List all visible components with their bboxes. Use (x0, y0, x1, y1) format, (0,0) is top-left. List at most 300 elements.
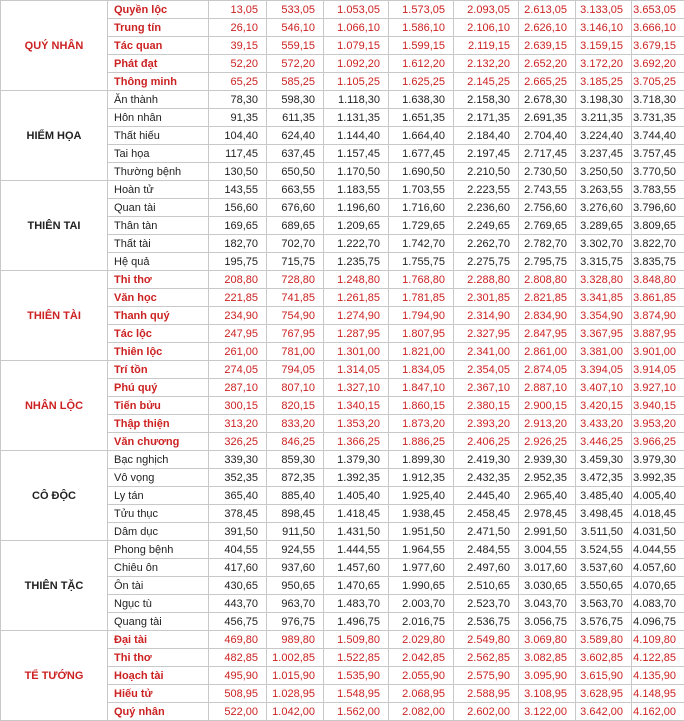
value-cell: 2.197,45 (454, 145, 519, 163)
value-cell: 1.118,30 (324, 91, 389, 109)
value-cell: 2.275,75 (454, 253, 519, 271)
item-name-cell: Tai họa (108, 145, 209, 163)
value-cell: 4.135,90 (632, 667, 684, 685)
value-cell: 572,20 (267, 55, 324, 73)
item-name-cell: Quang tài (108, 613, 209, 631)
value-cell: 1.131,35 (324, 109, 389, 127)
value-cell: 2.730,50 (519, 163, 576, 181)
value-cell: 2.471,50 (454, 523, 519, 541)
value-cell: 3.472,35 (576, 469, 632, 487)
value-cell: 3.394,05 (576, 361, 632, 379)
value-cell: 2.965,40 (519, 487, 576, 505)
value-cell: 2.093,05 (454, 1, 519, 19)
value-cell: 3.914,05 (632, 361, 684, 379)
value-cell: 963,70 (267, 595, 324, 613)
value-cell: 3.744,40 (632, 127, 684, 145)
value-cell: 3.367,95 (576, 325, 632, 343)
value-cell: 2.549,80 (454, 631, 519, 649)
value-cell: 2.082,00 (389, 703, 454, 721)
value-cell: 1.157,45 (324, 145, 389, 163)
value-cell: 767,95 (267, 325, 324, 343)
value-cell: 2.782,70 (519, 235, 576, 253)
value-cell: 754,90 (267, 307, 324, 325)
value-cell: 2.834,90 (519, 307, 576, 325)
value-cell: 3.628,95 (576, 685, 632, 703)
value-cell: 1.028,95 (267, 685, 324, 703)
value-cell: 2.314,90 (454, 307, 519, 325)
value-cell: 1.677,45 (389, 145, 454, 163)
value-cell: 2.991,50 (519, 523, 576, 541)
value-cell: 104,40 (209, 127, 267, 145)
item-name-cell: Thiên lộc (108, 343, 209, 361)
value-cell: 781,00 (267, 343, 324, 361)
value-cell: 2.575,90 (454, 667, 519, 685)
value-cell: 326,25 (209, 433, 267, 451)
value-cell: 3.953,20 (632, 415, 684, 433)
value-cell: 2.419,30 (454, 451, 519, 469)
value-cell: 2.562,85 (454, 649, 519, 667)
value-cell: 1.573,05 (389, 1, 454, 19)
value-cell: 2.926,25 (519, 433, 576, 451)
value-cell: 65,25 (209, 73, 267, 91)
value-cell: 807,10 (267, 379, 324, 397)
value-cell: 1.794,90 (389, 307, 454, 325)
value-cell: 2.652,20 (519, 55, 576, 73)
value-cell: 715,75 (267, 253, 324, 271)
group-label: CÔ ĐỘC (1, 451, 108, 541)
value-cell: 937,60 (267, 559, 324, 577)
value-cell: 4.096,75 (632, 613, 684, 631)
value-cell: 689,65 (267, 217, 324, 235)
value-cell: 2.223,55 (454, 181, 519, 199)
value-cell: 274,05 (209, 361, 267, 379)
value-cell: 4.044,55 (632, 541, 684, 559)
item-name-cell: Trung tín (108, 19, 209, 37)
value-cell: 2.665,25 (519, 73, 576, 91)
value-cell: 1.912,35 (389, 469, 454, 487)
value-cell: 1.807,95 (389, 325, 454, 343)
item-name-cell: Tác quan (108, 37, 209, 55)
value-cell: 3.966,25 (632, 433, 684, 451)
value-cell: 872,35 (267, 469, 324, 487)
value-cell: 1.951,50 (389, 523, 454, 541)
value-cell: 4.122,85 (632, 649, 684, 667)
value-cell: 1.105,25 (324, 73, 389, 91)
value-cell: 3.992,35 (632, 469, 684, 487)
value-cell: 859,30 (267, 451, 324, 469)
value-cell: 1.612,20 (389, 55, 454, 73)
value-cell: 3.718,30 (632, 91, 684, 109)
value-cell: 1.457,60 (324, 559, 389, 577)
value-cell: 1.431,50 (324, 523, 389, 541)
value-cell: 1.002,85 (267, 649, 324, 667)
value-cell: 1.599,15 (389, 37, 454, 55)
value-cell: 2.484,55 (454, 541, 519, 559)
group-label: HIỂM HỌA (1, 91, 108, 181)
value-cell: 4.057,60 (632, 559, 684, 577)
value-cell: 4.148,95 (632, 685, 684, 703)
value-cell: 469,80 (209, 631, 267, 649)
value-cell: 3.276,60 (576, 199, 632, 217)
value-cell: 611,35 (267, 109, 324, 127)
item-name-cell: Hệ quả (108, 253, 209, 271)
value-cell: 1.703,55 (389, 181, 454, 199)
value-cell: 2.016,75 (389, 613, 454, 631)
value-cell: 1.079,15 (324, 37, 389, 55)
value-cell: 885,40 (267, 487, 324, 505)
value-cell: 130,50 (209, 163, 267, 181)
value-cell: 3.731,35 (632, 109, 684, 127)
value-cell: 650,50 (267, 163, 324, 181)
value-cell: 3.901,00 (632, 343, 684, 361)
value-cell: 2.769,65 (519, 217, 576, 235)
value-cell: 91,35 (209, 109, 267, 127)
value-cell: 1.781,85 (389, 289, 454, 307)
item-name-cell: Phú quý (108, 379, 209, 397)
value-cell: 585,25 (267, 73, 324, 91)
value-cell: 287,10 (209, 379, 267, 397)
value-cell: 4.083,70 (632, 595, 684, 613)
value-cell: 482,85 (209, 649, 267, 667)
value-cell: 4.018,45 (632, 505, 684, 523)
value-cell: 3.172,20 (576, 55, 632, 73)
value-cell: 3.485,40 (576, 487, 632, 505)
value-cell: 911,50 (267, 523, 324, 541)
value-cell: 2.756,60 (519, 199, 576, 217)
value-cell: 1.170,50 (324, 163, 389, 181)
value-cell: 3.705,25 (632, 73, 684, 91)
value-cell: 702,70 (267, 235, 324, 253)
value-cell: 247,95 (209, 325, 267, 343)
value-cell: 2.145,25 (454, 73, 519, 91)
value-cell: 2.068,95 (389, 685, 454, 703)
value-cell: 3.861,85 (632, 289, 684, 307)
value-cell: 430,65 (209, 577, 267, 595)
value-cell: 559,15 (267, 37, 324, 55)
item-name-cell: Thi thơ (108, 271, 209, 289)
value-cell: 156,60 (209, 199, 267, 217)
table-row (1, 181, 684, 199)
value-cell: 2.029,80 (389, 631, 454, 649)
item-name-cell: Hôn nhân (108, 109, 209, 127)
value-cell: 3.524,55 (576, 541, 632, 559)
value-cell: 39,15 (209, 37, 267, 55)
item-name-cell: Ăn thành (108, 91, 209, 109)
value-cell: 1.209,65 (324, 217, 389, 235)
value-cell: 3.653,05 (632, 1, 684, 19)
value-cell: 195,75 (209, 253, 267, 271)
value-cell: 2.497,60 (454, 559, 519, 577)
value-cell: 3.887,95 (632, 325, 684, 343)
value-cell: 1.899,30 (389, 451, 454, 469)
value-cell: 728,80 (267, 271, 324, 289)
value-cell: 2.445,40 (454, 487, 519, 505)
value-cell: 391,50 (209, 523, 267, 541)
item-name-cell: Thất hiếu (108, 127, 209, 145)
value-cell: 3.030,65 (519, 577, 576, 595)
value-cell: 1.509,80 (324, 631, 389, 649)
value-cell: 4.031,50 (632, 523, 684, 541)
value-cell: 2.367,10 (454, 379, 519, 397)
value-cell: 182,70 (209, 235, 267, 253)
value-cell: 1.938,45 (389, 505, 454, 523)
value-cell: 2.184,40 (454, 127, 519, 145)
value-cell: 3.017,60 (519, 559, 576, 577)
value-cell: 3.237,45 (576, 145, 632, 163)
value-cell: 1.664,40 (389, 127, 454, 145)
value-cell: 495,90 (209, 667, 267, 685)
value-cell: 3.979,30 (632, 451, 684, 469)
value-cell: 2.913,20 (519, 415, 576, 433)
value-cell: 522,00 (209, 703, 267, 721)
value-cell: 1.392,35 (324, 469, 389, 487)
value-cell: 52,20 (209, 55, 267, 73)
value-cell: 2.327,95 (454, 325, 519, 343)
value-cell: 3.122,00 (519, 703, 576, 721)
value-cell: 3.211,35 (576, 109, 632, 127)
value-cell: 2.536,75 (454, 613, 519, 631)
value-cell: 3.550,65 (576, 577, 632, 595)
value-cell: 1.483,70 (324, 595, 389, 613)
value-cell: 4.005,40 (632, 487, 684, 505)
value-cell: 1.366,25 (324, 433, 389, 451)
value-cell: 2.171,35 (454, 109, 519, 127)
value-cell: 2.288,80 (454, 271, 519, 289)
value-cell: 143,55 (209, 181, 267, 199)
value-cell: 1.586,10 (389, 19, 454, 37)
value-cell: 3.537,60 (576, 559, 632, 577)
group-label: NHÂN LỘC (1, 361, 108, 451)
value-cell: 2.236,60 (454, 199, 519, 217)
value-cell: 1.990,65 (389, 577, 454, 595)
value-cell: 1.625,25 (389, 73, 454, 91)
value-cell: 3.056,75 (519, 613, 576, 631)
value-cell: 3.770,50 (632, 163, 684, 181)
item-name-cell: Quý nhân (108, 703, 209, 721)
value-cell: 3.511,50 (576, 523, 632, 541)
value-cell: 13,05 (209, 1, 267, 19)
value-cell: 2.861,00 (519, 343, 576, 361)
value-cell: 234,90 (209, 307, 267, 325)
item-name-cell: Ly tán (108, 487, 209, 505)
value-cell: 26,10 (209, 19, 267, 37)
value-cell: 846,25 (267, 433, 324, 451)
value-cell: 1.042,00 (267, 703, 324, 721)
value-cell: 2.510,65 (454, 577, 519, 595)
value-cell: 2.602,00 (454, 703, 519, 721)
value-cell: 3.341,85 (576, 289, 632, 307)
table-row (1, 361, 684, 379)
item-name-cell: Tiến bửu (108, 397, 209, 415)
value-cell: 950,65 (267, 577, 324, 595)
value-cell: 1.053,05 (324, 1, 389, 19)
table-row (1, 631, 684, 649)
item-name-cell: Bạc nghịch (108, 451, 209, 469)
value-cell: 546,10 (267, 19, 324, 37)
value-cell: 2.847,95 (519, 325, 576, 343)
value-cell: 3.927,10 (632, 379, 684, 397)
item-name-cell: Chiêu ôn (108, 559, 209, 577)
item-name-cell: Ngục tù (108, 595, 209, 613)
value-cell: 2.210,50 (454, 163, 519, 181)
value-cell: 3.069,80 (519, 631, 576, 649)
value-cell: 1.535,90 (324, 667, 389, 685)
value-cell: 3.602,85 (576, 649, 632, 667)
value-cell: 1.742,70 (389, 235, 454, 253)
value-cell: 3.407,10 (576, 379, 632, 397)
value-cell: 1.327,10 (324, 379, 389, 397)
value-cell: 2.301,85 (454, 289, 519, 307)
item-name-cell: Quyền lộc (108, 1, 209, 19)
value-cell: 3.108,95 (519, 685, 576, 703)
item-name-cell: Tác lộc (108, 325, 209, 343)
value-cell: 1.144,40 (324, 127, 389, 145)
value-cell: 117,45 (209, 145, 267, 163)
value-cell: 637,45 (267, 145, 324, 163)
value-cell: 3.185,25 (576, 73, 632, 91)
value-cell: 663,55 (267, 181, 324, 199)
value-cell: 2.795,75 (519, 253, 576, 271)
value-cell: 598,30 (267, 91, 324, 109)
item-name-cell: Thanh quý (108, 307, 209, 325)
value-cell: 3.328,80 (576, 271, 632, 289)
value-cell: 2.743,55 (519, 181, 576, 199)
value-cell: 2.952,35 (519, 469, 576, 487)
value-cell: 976,75 (267, 613, 324, 631)
value-cell: 221,85 (209, 289, 267, 307)
group-label: TỂ TƯỚNG (1, 631, 108, 721)
table-row (1, 91, 684, 109)
value-cell: 3.459,30 (576, 451, 632, 469)
value-cell: 2.717,45 (519, 145, 576, 163)
value-cell: 339,30 (209, 451, 267, 469)
value-cell: 3.692,20 (632, 55, 684, 73)
value-cell: 2.341,00 (454, 343, 519, 361)
value-cell: 1.925,40 (389, 487, 454, 505)
value-cell: 1.690,50 (389, 163, 454, 181)
item-name-cell: Văn chương (108, 433, 209, 451)
table-row (1, 1, 684, 19)
value-cell: 261,00 (209, 343, 267, 361)
value-cell: 2.432,35 (454, 469, 519, 487)
item-name-cell: Đại tài (108, 631, 209, 649)
value-cell: 2.704,40 (519, 127, 576, 145)
value-cell: 4.109,80 (632, 631, 684, 649)
value-cell: 3.809,65 (632, 217, 684, 235)
value-cell: 1.821,00 (389, 343, 454, 361)
value-cell: 508,95 (209, 685, 267, 703)
value-cell: 1.248,80 (324, 271, 389, 289)
value-cell: 2.678,30 (519, 91, 576, 109)
group-label: QUÝ NHÂN (1, 1, 108, 91)
value-cell: 2.691,35 (519, 109, 576, 127)
value-cell: 2.119,15 (454, 37, 519, 55)
value-cell: 2.978,45 (519, 505, 576, 523)
value-cell: 820,15 (267, 397, 324, 415)
value-cell: 2.887,10 (519, 379, 576, 397)
value-cell: 1.066,10 (324, 19, 389, 37)
table-row (1, 451, 684, 469)
value-cell: 1.287,95 (324, 325, 389, 343)
item-name-cell: Thân tàn (108, 217, 209, 235)
value-cell: 3.289,65 (576, 217, 632, 235)
value-cell: 3.315,75 (576, 253, 632, 271)
item-name-cell: Ôn tài (108, 577, 209, 595)
item-name-cell: Thi thơ (108, 649, 209, 667)
item-name-cell: Văn học (108, 289, 209, 307)
value-cell: 1.379,30 (324, 451, 389, 469)
value-cell: 2.106,10 (454, 19, 519, 37)
value-cell: 3.757,45 (632, 145, 684, 163)
value-cell: 1.418,45 (324, 505, 389, 523)
value-cell: 1.015,90 (267, 667, 324, 685)
value-cell: 300,15 (209, 397, 267, 415)
group-label: THIÊN TAI (1, 181, 108, 271)
value-cell: 741,85 (267, 289, 324, 307)
value-cell: 456,75 (209, 613, 267, 631)
value-cell: 2.158,30 (454, 91, 519, 109)
value-cell: 3.198,30 (576, 91, 632, 109)
value-cell: 989,80 (267, 631, 324, 649)
item-name-cell: Hiếu tử (108, 685, 209, 703)
item-name-cell: Thất tài (108, 235, 209, 253)
value-cell: 2.380,15 (454, 397, 519, 415)
value-cell: 3.796,60 (632, 199, 684, 217)
value-cell: 3.263,55 (576, 181, 632, 199)
value-cell: 1.522,85 (324, 649, 389, 667)
value-cell: 3.302,70 (576, 235, 632, 253)
value-cell: 1.847,10 (389, 379, 454, 397)
value-cell: 1.314,05 (324, 361, 389, 379)
value-cell: 3.159,15 (576, 37, 632, 55)
value-cell: 2.042,85 (389, 649, 454, 667)
value-cell: 924,55 (267, 541, 324, 559)
value-cell: 313,20 (209, 415, 267, 433)
value-cell: 2.874,05 (519, 361, 576, 379)
value-cell: 1.768,80 (389, 271, 454, 289)
value-cell: 533,05 (267, 1, 324, 19)
value-cell: 3.250,50 (576, 163, 632, 181)
value-cell: 169,65 (209, 217, 267, 235)
value-cell: 676,60 (267, 199, 324, 217)
value-cell: 2.821,85 (519, 289, 576, 307)
item-name-cell: Trí tồn (108, 361, 209, 379)
value-cell: 2.262,70 (454, 235, 519, 253)
value-cell: 1.235,75 (324, 253, 389, 271)
value-cell: 1.496,75 (324, 613, 389, 631)
value-cell: 1.444,55 (324, 541, 389, 559)
value-cell: 1.651,35 (389, 109, 454, 127)
value-cell: 3.498,45 (576, 505, 632, 523)
value-cell: 2.003,70 (389, 595, 454, 613)
item-name-cell: Quan tài (108, 199, 209, 217)
value-cell: 3.043,70 (519, 595, 576, 613)
value-cell: 1.222,70 (324, 235, 389, 253)
value-cell: 3.354,90 (576, 307, 632, 325)
value-cell: 3.082,85 (519, 649, 576, 667)
value-cell: 2.588,95 (454, 685, 519, 703)
value-cell: 4.162,00 (632, 703, 684, 721)
item-name-cell: Vô vọng (108, 469, 209, 487)
value-cell: 898,45 (267, 505, 324, 523)
item-name-cell: Dâm dục (108, 523, 209, 541)
item-name-cell: Thông minh (108, 73, 209, 91)
value-cell: 1.638,30 (389, 91, 454, 109)
value-cell: 2.393,20 (454, 415, 519, 433)
value-cell: 3.666,10 (632, 19, 684, 37)
item-name-cell: Hoàn tử (108, 181, 209, 199)
value-cell: 365,40 (209, 487, 267, 505)
